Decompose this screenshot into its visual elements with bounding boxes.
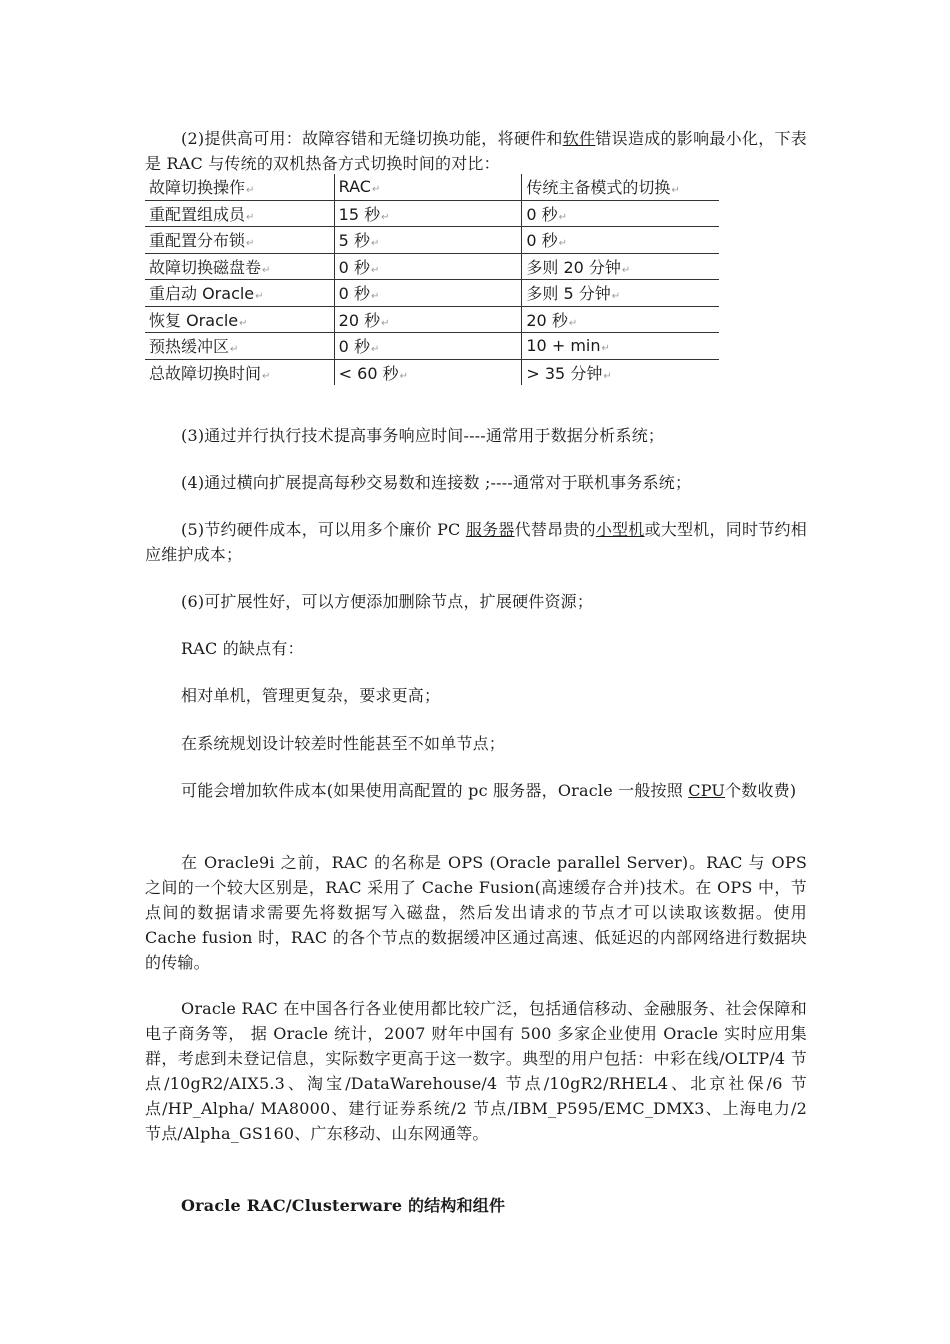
table-cell: 总故障切换时间↵	[145, 359, 334, 385]
p5-text-2: 代替昂贵的	[514, 520, 596, 539]
table-cell: 0 秒↵	[522, 227, 719, 254]
server-link[interactable]: 服务器	[465, 520, 515, 539]
table-cell: 预热缓冲区↵	[145, 333, 334, 360]
table-row	[145, 253, 719, 280]
intro-text-2: 错误造成的影响最小化，下表是 RAC 与传统的双机热备方式切换时间的对比：	[145, 129, 808, 173]
table-header-cell: RAC↵	[334, 174, 522, 200]
failover-comparison-table	[145, 174, 719, 385]
cons-item-cost	[145, 778, 807, 803]
cons-item-performance: 在系统规划设计较差时性能甚至不如单节点；	[181, 734, 506, 753]
table-cell: 15 秒↵	[334, 200, 522, 227]
table-row	[145, 306, 719, 333]
table-row	[145, 280, 719, 307]
cons3-text-1: 可能会增加软件成本(如果使用高配置的 pc 服务器，Oracle 一般按照	[181, 781, 689, 800]
cons-title: RAC 的缺点有：	[181, 639, 304, 658]
table-cell: 0 秒↵	[334, 280, 522, 307]
paragraph-parallel-execution: (3)通过并行执行技术提高事务响应时间----通常用于数据分析系统；	[181, 426, 665, 445]
intro-text-1: (2)提供高可用：故障容错和无缝切换功能，将硬件和	[181, 129, 563, 148]
table-cell: 0 秒↵	[522, 200, 719, 227]
paragraph-scale-out: (4)通过横向扩展提高每秒交易数和连接数 ;----通常对于联机事务系统；	[181, 473, 692, 492]
intro-paragraph	[145, 126, 807, 176]
section-heading: Oracle RAC/Clusterware 的结构和组件	[181, 1196, 506, 1215]
table-cell: 故障切换磁盘卷↵	[145, 253, 334, 280]
p5-text-3: 或大型机，同时节约相应维护成本；	[145, 520, 807, 564]
paragraph-usage-china: Oracle RAC 在中国各行各业使用都比较广泛，包括通信移动、金融服务、社会保障和电子商务等， 据 Oracle 统计，2007 财年中国有 500 多家企业使用 Oracle 实时应用集群，考虑到未登记信息，实际数字更高于这一数字。典型的用户包括：中彩在线/OLTP/4 节点/10gR2/AIX5.3、淘宝/DataWarehouse/4 节点/10gR2/RHEL4、北京社保/6 节点/HP_Alpha/ MA8000、建行证券系统/2 节点/IBM_P595/EMC_DMX3、上海电力/2 节点/Alpha_GS160、广东移动、山东网通等。	[145, 999, 807, 1143]
software-link[interactable]: 软件	[562, 129, 596, 148]
table-cell: 重配置分布锁↵	[145, 227, 334, 254]
table-cell: 10 + min↵	[522, 333, 719, 360]
paragraph-ops-history: 在 Oracle9i 之前，RAC 的名称是 OPS (Oracle parallel Server)。RAC 与 OPS 之间的一个较大区别是，RAC 采用了 Cache Fusion(高速缓存合并)技术。在 OPS 中，节点间的数据请求需要先将数据写入磁盘，然后发出请求的节点才可以读取该数据。使用 Cache fusion 时，RAC 的各个节点的数据缓冲区通过高速、低延迟的内部网络进行数据块的传输。	[145, 853, 807, 972]
table-cell: 20 秒↵	[522, 306, 719, 333]
paragraph-scalability: (6)可扩展性好，可以方便添加删除节点，扩展硬件资源；	[181, 592, 594, 611]
table-cell: 5 秒↵	[334, 227, 522, 254]
table-row	[145, 333, 719, 360]
table-cell: 0 秒↵	[334, 333, 522, 360]
table-cell: 多则 20 分钟↵	[522, 253, 719, 280]
table-cell: 重配置组成员↵	[145, 200, 334, 227]
table-row	[145, 227, 719, 254]
table-cell: 0 秒↵	[334, 253, 522, 280]
table-cell: 多则 5 分钟↵	[522, 280, 719, 307]
cons-item-complexity: 相对单机，管理更复杂，要求更高；	[181, 686, 441, 705]
p5-text-1: (5)节约硬件成本，可以用多个廉价 PC	[181, 520, 466, 539]
paragraph-hardware-cost	[145, 517, 807, 567]
table-cell: 重启动 Oracle↵	[145, 280, 334, 307]
table-cell: 恢复 Oracle↵	[145, 306, 334, 333]
table-cell: > 35 分钟↵	[526, 363, 612, 383]
table-cell: 20 秒↵	[334, 306, 522, 333]
table-header-cell: 故障切换操作↵	[145, 174, 334, 200]
table-header-cell: 传统主备模式的切换↵	[522, 174, 719, 200]
table-header-row	[145, 174, 719, 200]
table-row	[145, 359, 719, 385]
cpu-link[interactable]: CPU	[688, 781, 726, 800]
cons3-text-2: 个数收费)	[725, 781, 797, 800]
table-row	[145, 200, 719, 227]
table-cell: < 60 秒↵	[334, 359, 522, 385]
minicomputer-link[interactable]: 小型机	[595, 520, 645, 539]
